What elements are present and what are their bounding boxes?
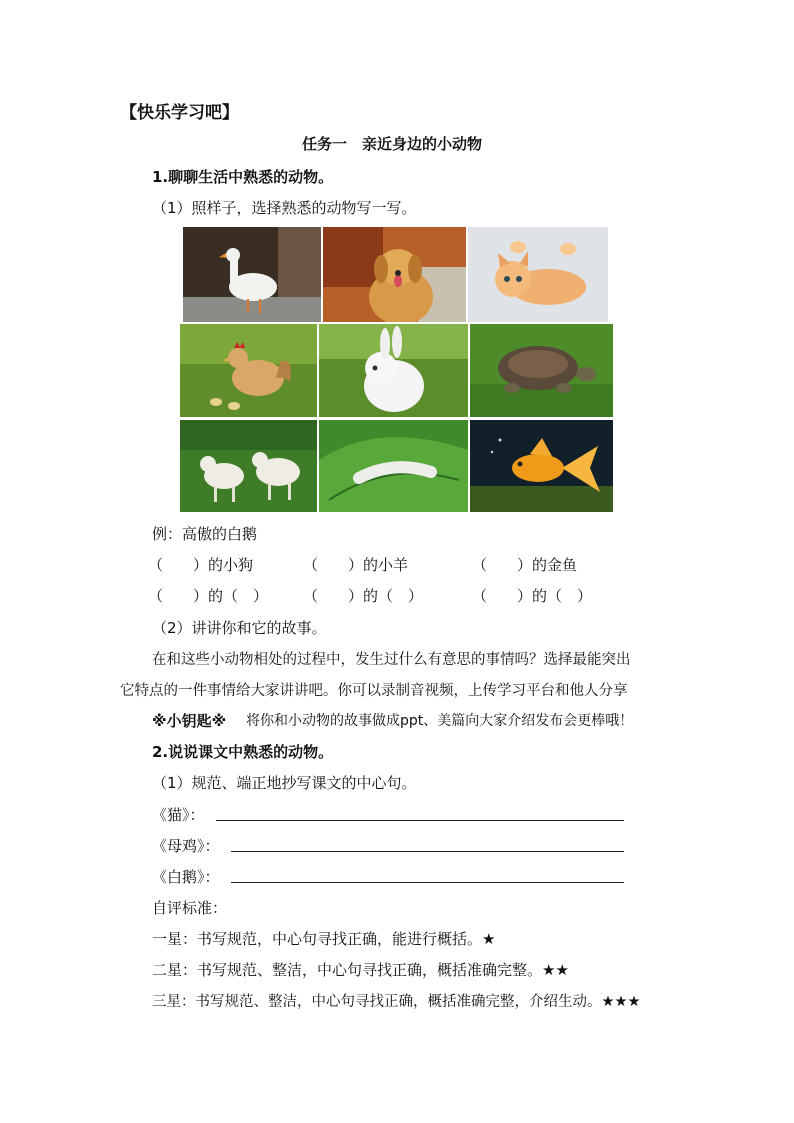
example-text: 例：高傲的白鹅: [152, 525, 258, 543]
blank-free-1[interactable]: （ ）的（ ）: [148, 587, 269, 605]
fill-label-cat: 《猫》：: [152, 806, 205, 824]
rabbit-photo: [319, 324, 468, 417]
goldfish-photo: [470, 420, 613, 512]
goose-photo: [183, 227, 321, 322]
story-paragraph-line-2: 它特点的一件事情给大家讲讲吧。你可以录制音视频，上传学习平台和他人分享: [120, 683, 628, 699]
answer-line-hen[interactable]: [231, 851, 624, 852]
criteria-three-star: 三星：书写规范、整洁，中心句寻找正确，概括准确完整，介绍生动。★★★: [152, 994, 641, 1010]
criteria-title: 自评标准：: [152, 899, 228, 917]
blank-goldfish[interactable]: （ ）的金鱼: [472, 556, 578, 574]
blank-free-3[interactable]: （ ）的（ ）: [472, 587, 593, 605]
tip-text: 将你和小动物的故事做成ppt、美篇向大家介绍发布会更棒哦！: [246, 713, 634, 729]
lamb-photo: [180, 420, 317, 512]
question-1-heading: 1.聊聊生活中熟悉的动物。: [152, 168, 334, 186]
kitten-photo: [468, 227, 608, 322]
blank-lamb[interactable]: （ ）的小羊: [303, 556, 409, 574]
silkworm-photo: [319, 420, 468, 512]
answer-line-cat[interactable]: [216, 820, 624, 821]
tip-label: ※小钥匙※: [152, 712, 227, 730]
section-title: 【快乐学习吧】: [120, 103, 239, 123]
criteria-one-star: 一星：书写规范，中心句寻找正确，能进行概括。★: [152, 930, 496, 948]
question-1-part-1: （1）照样子，选择熟悉的动物写一写。: [152, 199, 417, 217]
answer-line-goose[interactable]: [231, 882, 624, 883]
dog-photo: [323, 227, 466, 322]
fill-label-hen: 《母鸡》：: [152, 837, 220, 855]
question-2-part-1: （1）规范、端正地抄写课文的中心句。: [152, 774, 417, 792]
blank-free-2[interactable]: （ ）的（ ）: [303, 587, 424, 605]
turtle-photo: [470, 324, 613, 417]
fill-label-goose: 《白鹅》：: [152, 868, 220, 886]
question-2-heading: 2.说说课文中熟悉的动物。: [152, 743, 334, 761]
question-1-part-2: （2）讲讲你和它的故事。: [152, 619, 327, 637]
blank-dog[interactable]: （ ）的小狗: [148, 556, 254, 574]
task-title: 任务一 亲近身边的小动物: [302, 135, 483, 153]
criteria-two-star: 二星：书写规范、整洁，中心句寻找正确，概括准确完整。★★: [152, 961, 569, 979]
hen-photo: [180, 324, 317, 417]
story-paragraph-line-1: 在和这些小动物相处的过程中，发生过什么有意思的事情吗？选择最能突出: [152, 652, 631, 668]
